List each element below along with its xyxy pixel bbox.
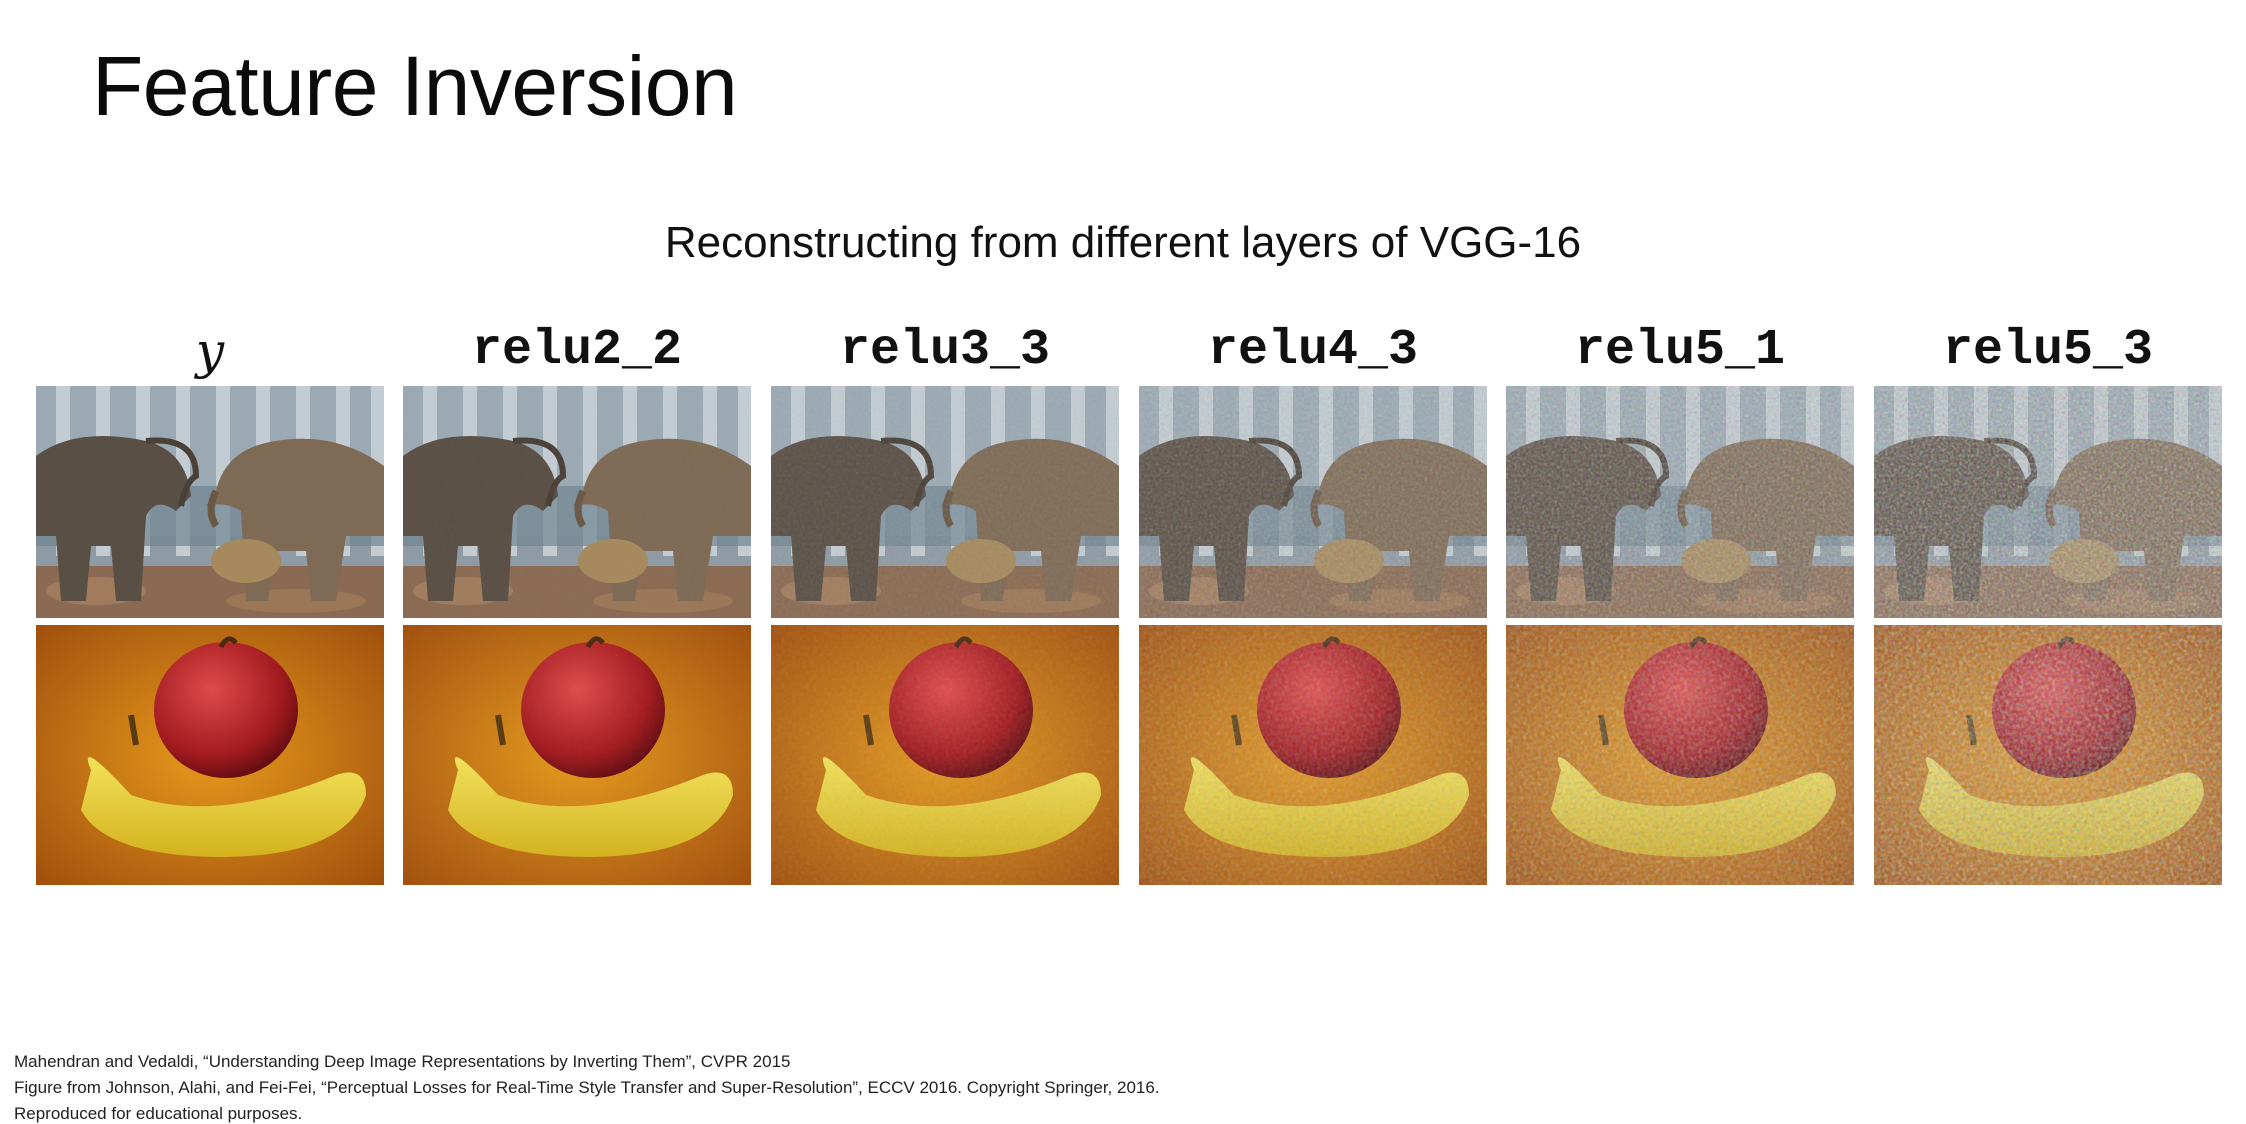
tile-apple-banana-relu3-3 <box>771 625 1119 885</box>
column-label-relu2-2: relu2_2 <box>471 322 683 379</box>
tile-elephants-relu3-3 <box>771 386 1119 618</box>
tile-elephants-relu4-3 <box>1139 386 1487 618</box>
column-label-y: y <box>195 322 225 380</box>
footnote-mahendran: Mahendran and Vedaldi, “Understanding Deep Image Representations by Inverting Them”, CVPR 2015 <box>14 1052 791 1071</box>
tile-elephants-relu2-2 <box>403 386 751 618</box>
slide-subtitle: Reconstructing from different layers of VGG-16 <box>664 218 1582 267</box>
footnote-johnson: Figure from Johnson, Alahi, and Fei-Fei, “Perceptual Losses for Real-Time Style Transfer and Super-Resolution”, ECCV 2016. Copyright Springer, 2016. <box>14 1078 1160 1097</box>
tile-apple-banana-relu4-3 <box>1139 625 1487 885</box>
column-label-relu5-1: relu5_1 <box>1574 322 1786 379</box>
slide-title: Feature Inversion <box>92 39 738 133</box>
footnote-reproduced: Reproduced for educational purposes. <box>14 1104 303 1123</box>
tile-apple-banana-y <box>36 625 384 885</box>
column-label-relu4-3: relu4_3 <box>1207 322 1419 379</box>
tile-apple-banana-relu5-1 <box>1506 625 1854 885</box>
tile-elephants-relu5-1 <box>1506 386 1854 618</box>
tile-elephants-relu5-3 <box>1874 386 2222 618</box>
column-label-relu3-3: relu3_3 <box>839 322 1051 379</box>
tile-elephants-y <box>36 386 384 618</box>
tile-apple-banana-relu2-2 <box>403 625 751 885</box>
column-label-relu5-3: relu5_3 <box>1942 322 2154 379</box>
tile-apple-banana-relu5-3 <box>1874 625 2222 885</box>
